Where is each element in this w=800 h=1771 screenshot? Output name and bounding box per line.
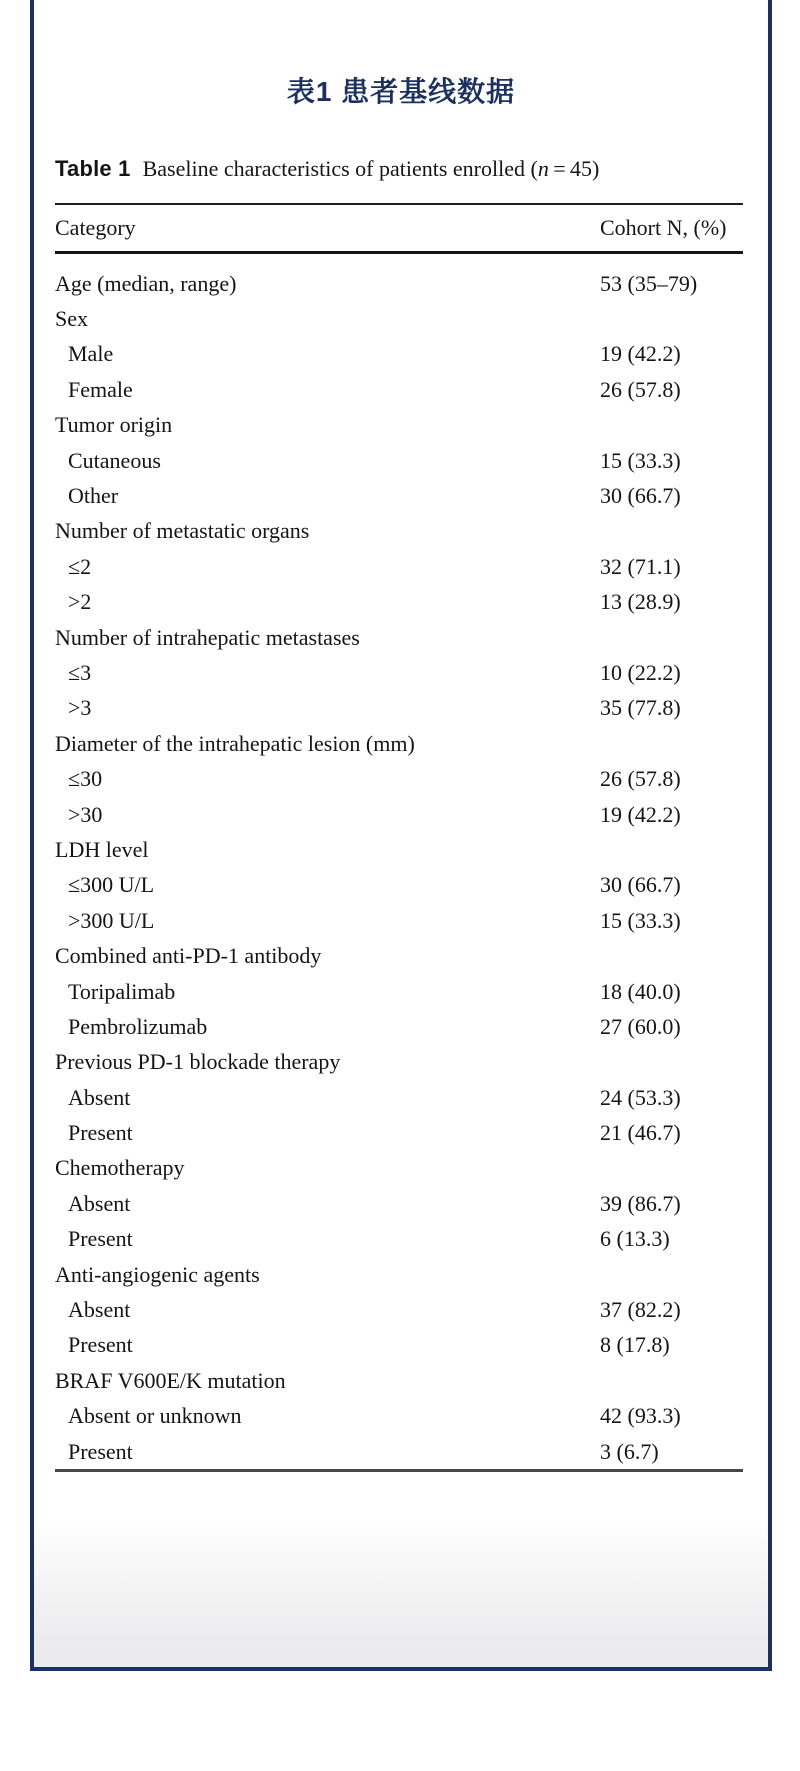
row-label: Number of intrahepatic metastases [55, 624, 360, 650]
row-value: 13 (28.9) [600, 589, 681, 615]
table-row [55, 1222, 743, 1257]
table-row [55, 974, 743, 1009]
table-row [55, 1045, 743, 1080]
row-label: LDH level [55, 836, 149, 862]
table-row [55, 514, 743, 549]
column-header-cohort [600, 215, 743, 241]
caption-n-italic: n [537, 156, 549, 181]
row-label: Sex [55, 306, 88, 332]
row-label: >2 [68, 589, 92, 615]
table-row [55, 549, 743, 584]
table-row [55, 903, 743, 938]
row-value: 39 (86.7) [600, 1190, 681, 1216]
table-row [55, 1009, 743, 1044]
table-body [55, 254, 743, 1472]
row-label: Absent [68, 1084, 131, 1110]
row-label: Number of metastatic organs [55, 518, 310, 544]
column-header-category: Category [55, 215, 136, 240]
table-row [55, 1328, 743, 1363]
baseline-characteristics-table [55, 203, 743, 1472]
row-label: ≤300 U/L [68, 872, 155, 898]
cohort-header-post: , (%) [682, 215, 727, 240]
row-value: 32 (71.1) [600, 553, 681, 579]
table-row [55, 726, 743, 761]
caption-text-pre: Baseline characteristics of patients enrolled ( [142, 156, 538, 181]
table-row [55, 1115, 743, 1150]
row-value: 15 (33.3) [600, 907, 681, 933]
table-row [55, 372, 743, 407]
row-label: Age (median, range) [55, 270, 237, 296]
table-header-row [55, 205, 743, 254]
row-value: 30 (66.7) [600, 483, 681, 509]
cohort-header-pre: Cohort [600, 215, 667, 240]
table-row [55, 1257, 743, 1292]
table-row [55, 301, 743, 336]
table-row [55, 266, 743, 301]
row-label: >300 U/L [68, 907, 155, 933]
row-label: Present [68, 1438, 133, 1464]
row-value: 35 (77.8) [600, 695, 681, 721]
row-label: Combined anti-PD-1 antibody [55, 943, 322, 969]
row-value: 10 (22.2) [600, 659, 681, 685]
row-label: Chemotherapy [55, 1155, 185, 1181]
row-label: Diameter of the intrahepatic lesion (mm) [55, 730, 415, 756]
cohort-header-n-italic: N [666, 215, 683, 240]
row-label: >3 [68, 695, 92, 721]
table-row [55, 337, 743, 372]
row-value: 24 (53.3) [600, 1084, 681, 1110]
row-label: Anti-angiogenic agents [55, 1261, 260, 1287]
table-row [55, 655, 743, 690]
table-row [55, 868, 743, 903]
row-label: ≤30 [68, 766, 103, 792]
table-row [55, 1080, 743, 1115]
table-row [55, 797, 743, 832]
table-row [55, 938, 743, 973]
row-label: Present [68, 1332, 133, 1358]
row-value: 18 (40.0) [600, 978, 681, 1004]
table-row [55, 1434, 743, 1469]
row-label: Absent or unknown [68, 1403, 242, 1429]
table-row [55, 691, 743, 726]
row-value: 53 (35–79) [600, 270, 698, 296]
row-label: Other [68, 483, 119, 509]
row-value: 3 (6.7) [600, 1438, 659, 1464]
table-row [55, 408, 743, 443]
row-label: Previous PD-1 blockade therapy [55, 1049, 341, 1075]
row-label: Present [68, 1120, 133, 1146]
table-row [55, 443, 743, 478]
chinese-table-title: 表1 患者基线数据 [286, 76, 516, 107]
row-value: 37 (82.2) [600, 1297, 681, 1323]
table-row [55, 1399, 743, 1434]
table-row [55, 1186, 743, 1221]
table-row [55, 761, 743, 796]
row-value: 30 (66.7) [600, 872, 681, 898]
row-label: Toripalimab [68, 978, 176, 1004]
row-value: 19 (42.2) [600, 801, 681, 827]
row-value: 19 (42.2) [600, 341, 681, 367]
table-row [55, 585, 743, 620]
table-caption [55, 156, 747, 182]
row-label: Present [68, 1226, 133, 1252]
row-label: BRAF V600E/K mutation [55, 1367, 286, 1393]
paper-table-card [30, 0, 772, 1671]
row-value: 42 (93.3) [600, 1403, 681, 1429]
row-value: 21 (46.7) [600, 1120, 681, 1146]
row-label: Pembrolizumab [68, 1013, 208, 1039]
table-row [55, 1151, 743, 1186]
table-row [55, 1292, 743, 1327]
table-row [55, 620, 743, 655]
row-label: Female [68, 376, 133, 402]
row-label: ≤2 [68, 553, 92, 579]
row-value: 8 (17.8) [600, 1332, 670, 1358]
caption-text-post: = 45) [548, 156, 600, 181]
table-row [55, 1363, 743, 1398]
row-label: Absent [68, 1297, 131, 1323]
row-label: Tumor origin [55, 412, 173, 438]
caption-label: Table 1 [55, 156, 131, 181]
row-value: 27 (60.0) [600, 1013, 681, 1039]
row-value: 26 (57.8) [600, 376, 681, 402]
table-row [55, 832, 743, 867]
row-value: 26 (57.8) [600, 766, 681, 792]
row-label: Male [68, 341, 114, 367]
row-label: Absent [68, 1190, 131, 1216]
row-label: Cutaneous [68, 447, 161, 473]
row-label: ≤3 [68, 659, 92, 685]
row-label: >30 [68, 801, 103, 827]
row-value: 15 (33.3) [600, 447, 681, 473]
table-row [55, 478, 743, 513]
row-value: 6 (13.3) [600, 1226, 670, 1252]
